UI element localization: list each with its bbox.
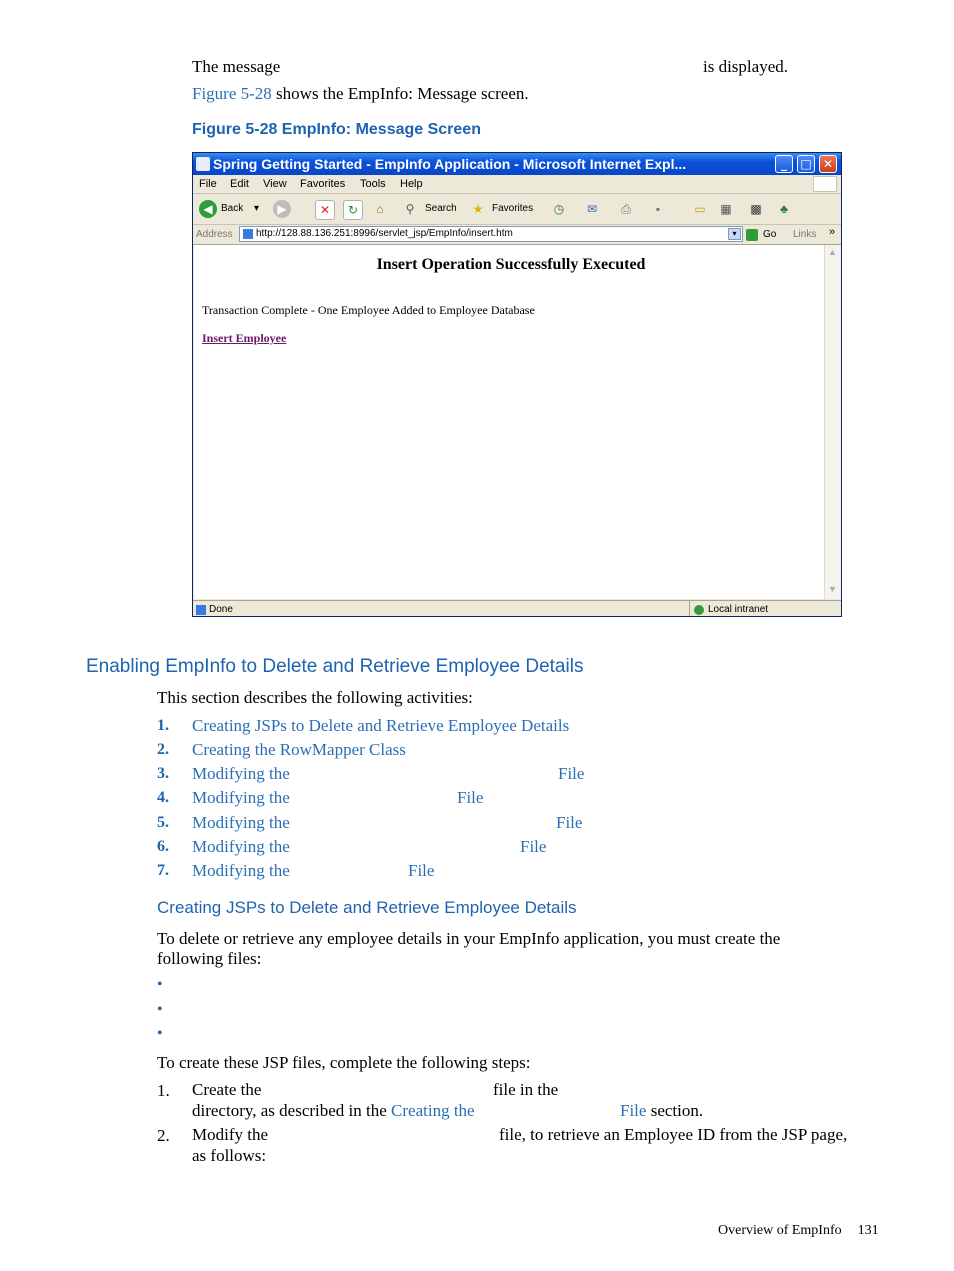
page-message: Transaction Complete - One Employee Added to Employee Database	[202, 303, 535, 317]
list-item-link[interactable]: Creating JSPs to Delete and Retrieve Employee Details	[192, 716, 570, 735]
step1-text-a: Create the	[192, 1080, 262, 1099]
links-label[interactable]: Links	[793, 229, 817, 240]
subsection-para-line2: following files:	[157, 949, 262, 968]
list-item-number: 6.	[157, 838, 169, 855]
page-icon	[243, 229, 253, 239]
list-item-number: 5.	[157, 814, 169, 831]
steps-intro: To create these JSP files, complete the following steps:	[157, 1053, 531, 1072]
subsection-heading: Creating JSPs to Delete and Retrieve Employee Details	[157, 898, 577, 917]
back-dropdown-icon[interactable]: ▾	[254, 203, 260, 214]
intranet-globe-icon	[694, 605, 704, 615]
step2-line2: as follows:	[192, 1146, 267, 1165]
messenger-grid-icon[interactable]: ▩	[750, 202, 762, 216]
intro-line-end: is displayed.	[703, 57, 788, 76]
address-dropdown-icon[interactable]: ▾	[728, 228, 741, 240]
menu-view[interactable]: View	[263, 178, 287, 190]
bullet: •	[157, 1001, 163, 1018]
bullet: •	[157, 976, 163, 993]
scroll-down-icon[interactable]: ▼	[828, 584, 837, 594]
status-bar	[193, 600, 841, 617]
subsection-para-line1: To delete or retrieve any employee details in your EmpInfo application, you must create the	[157, 929, 781, 948]
mail-icon[interactable]: ✉	[586, 202, 598, 216]
vertical-scrollbar[interactable]	[824, 245, 841, 599]
menu-help[interactable]: Help	[400, 178, 423, 190]
list-item-number: 1.	[157, 717, 169, 734]
insert-employee-link[interactable]: Insert Employee	[202, 331, 287, 345]
windows-logo-icon	[813, 176, 837, 192]
intro-line-start: The message	[192, 57, 281, 76]
list-item-number: 2.	[157, 741, 169, 758]
refresh-icon[interactable]: ↻	[343, 200, 363, 220]
maximize-icon[interactable]: □	[797, 155, 815, 173]
figure-caption: Figure 5-28 EmpInfo: Message Screen	[192, 121, 481, 138]
scroll-up-icon[interactable]: ▲	[828, 247, 837, 257]
back-label[interactable]: Back	[221, 203, 244, 214]
page-content	[194, 245, 824, 599]
list-item-link[interactable]: Modifying the	[192, 764, 290, 783]
list-item-suffix[interactable]: File	[558, 764, 585, 783]
close-icon[interactable]: ✕	[819, 155, 837, 173]
minimize-icon[interactable]: _	[775, 155, 793, 173]
footer-title: Overview of EmpInfo	[718, 1223, 842, 1238]
favorites-label[interactable]: Favorites	[492, 203, 534, 214]
address-input[interactable]	[239, 226, 743, 242]
list-item-link[interactable]: Modifying the	[192, 837, 290, 856]
step1-link-b[interactable]: File	[620, 1101, 647, 1120]
status-zone: Local intranet	[708, 604, 769, 615]
stop-icon[interactable]: ✕	[315, 200, 335, 220]
step1-line2-end	[620, 1101, 703, 1121]
browser-window	[192, 152, 842, 617]
toolbar	[193, 194, 841, 225]
favorites-star-icon[interactable]: ★	[472, 202, 484, 216]
window-title: Spring Getting Started - EmpInfo Application - Microsoft Internet Expl...	[213, 156, 687, 172]
page-number: 131	[857, 1223, 879, 1238]
step1-link-a[interactable]: Creating the	[391, 1101, 475, 1120]
menu-favorites[interactable]: Favorites	[300, 178, 346, 190]
page-footer	[718, 1223, 879, 1239]
step2-text-a: Modify the	[192, 1125, 269, 1144]
menu-edit[interactable]: Edit	[230, 178, 249, 190]
list-item-link[interactable]: Modifying the	[192, 788, 290, 807]
figure-reference-line	[192, 84, 529, 104]
step1-line2-end-text: section.	[646, 1101, 704, 1120]
bullet: •	[157, 1025, 163, 1042]
ie-icon	[196, 157, 210, 171]
section-intro: This section describes the following activities:	[157, 688, 473, 707]
address-label: Address	[196, 229, 233, 240]
chevron-right-icon[interactable]: »	[829, 226, 836, 238]
list-item-suffix[interactable]: File	[556, 813, 583, 832]
list-item-number: 7.	[157, 862, 169, 879]
back-arrow-icon[interactable]: ◀	[199, 200, 217, 218]
print-icon[interactable]: ⎙	[621, 202, 631, 216]
step2-text-b: file, to retrieve an Employee ID from the JSP page,	[499, 1125, 848, 1144]
address-bar	[193, 225, 841, 245]
figure-link[interactable]: Figure 5-28	[192, 84, 272, 103]
list-item-link[interactable]: Modifying the	[192, 813, 290, 832]
list-item-link[interactable]: Modifying the	[192, 861, 290, 880]
step1-line2	[192, 1101, 475, 1121]
list-item-suffix[interactable]: File	[408, 861, 435, 880]
status-page-icon	[196, 605, 206, 615]
page-heading: Insert Operation Successfully Executed	[376, 256, 646, 273]
menu-tools[interactable]: Tools	[360, 178, 386, 190]
research-icon[interactable]: ▦	[720, 202, 732, 216]
edit-icon[interactable]: ▪	[655, 202, 661, 216]
status-done: Done	[209, 604, 233, 615]
figure-reference-text: shows the EmpInfo: Message screen.	[271, 84, 529, 103]
search-label[interactable]: Search	[425, 203, 457, 214]
list-item-number: 4.	[157, 789, 169, 806]
list-item-suffix[interactable]: File	[457, 788, 484, 807]
step-number: 2.	[157, 1126, 170, 1145]
discuss-icon[interactable]: ▭	[694, 202, 706, 216]
list-item-link[interactable]: Creating the RowMapper Class	[192, 740, 406, 759]
url-text: http://128.88.136.251:8996/servlet_jsp/EmpInfo/insert.htm	[256, 228, 513, 239]
list-item-number: 3.	[157, 765, 169, 782]
step-number: 1.	[157, 1081, 170, 1100]
go-button[interactable]: Go	[763, 229, 777, 240]
search-icon[interactable]: ⚲	[405, 202, 415, 216]
list-item-suffix[interactable]: File	[520, 837, 547, 856]
menu-file[interactable]: File	[199, 178, 217, 190]
step1-text-b: file in the	[493, 1080, 559, 1099]
step1-line2-text: directory, as described in the	[192, 1101, 392, 1120]
title-bar	[193, 153, 841, 175]
forward-arrow-icon[interactable]: ▶	[273, 200, 291, 218]
home-icon[interactable]: ⌂	[376, 202, 384, 216]
section-heading: Enabling EmpInfo to Delete and Retrieve Employee Details	[86, 656, 584, 677]
messenger-icon[interactable]: ♣	[780, 202, 788, 216]
status-divider	[689, 601, 690, 617]
go-arrow-icon[interactable]	[746, 229, 758, 241]
menu-bar	[193, 175, 841, 194]
history-icon[interactable]: ◷	[553, 202, 565, 216]
